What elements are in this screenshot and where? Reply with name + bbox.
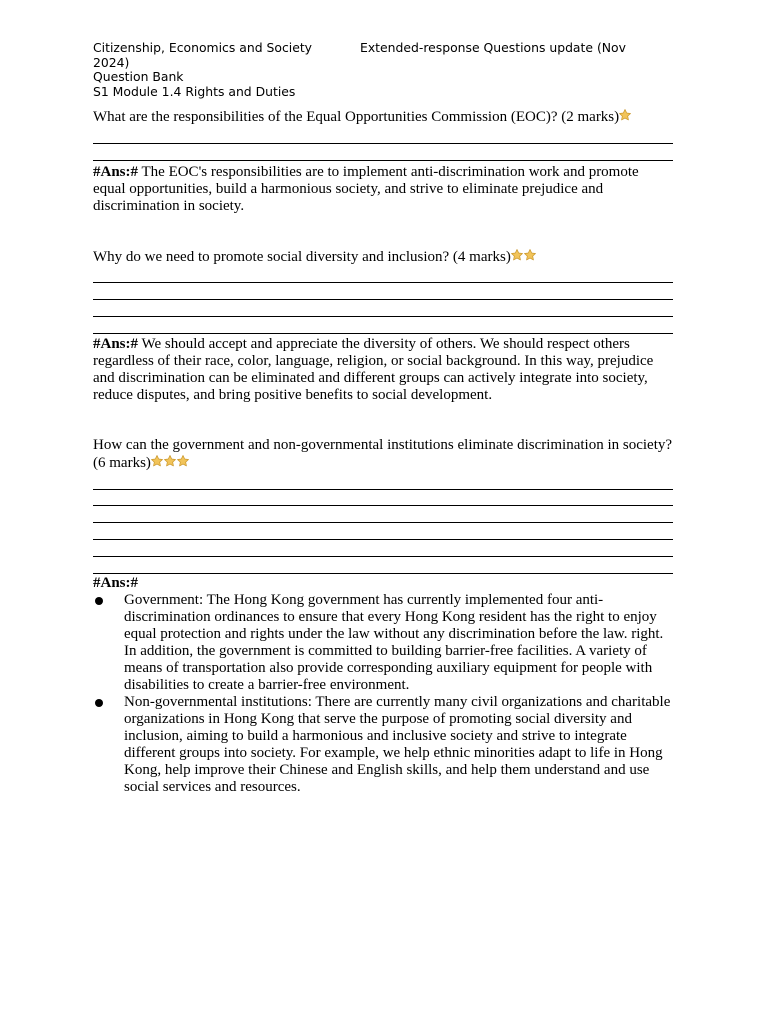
question-block-2 bbox=[93, 248, 673, 404]
answer-label: #Ans:# bbox=[93, 335, 139, 352]
answer-line bbox=[93, 317, 673, 334]
answer-line bbox=[93, 557, 673, 574]
answer-3-bullets bbox=[93, 592, 673, 796]
answer-line bbox=[93, 300, 673, 317]
question-3-text: How can the government and non-governmental institutions eliminate discrimination in society? (6 marks) bbox=[93, 436, 673, 471]
answer-3 bbox=[93, 575, 673, 796]
answer-1 bbox=[93, 164, 673, 215]
answer-lines-3 bbox=[93, 473, 673, 574]
star-icon bbox=[511, 248, 537, 267]
list-item: Government: The Hong Kong government has currently implemented four anti-discrimination ordinances to ensure that every Hong Kong resident has the right to enjoy equal protection and rights under the law without any discrimination before the law. right. In addition, the government is committed to building barrier-free facilities. A variety of means of transportation also provide corresponding auxiliary equipment for people with disabilities to create a barrier-free environment. bbox=[93, 592, 673, 694]
update-year: 2024) bbox=[93, 54, 130, 70]
answer-2 bbox=[93, 336, 673, 404]
question-block-1 bbox=[93, 108, 673, 215]
answer-line bbox=[93, 473, 673, 490]
answer-lines-2 bbox=[93, 267, 673, 334]
answer-line bbox=[93, 490, 673, 507]
star-icon bbox=[619, 108, 632, 127]
answer-1-text: The EOC's responsibilities are to implement anti-discrimination work and promote equal opportunities, build a harmonious society, and strive to eliminate prejudice and discrimination in society. bbox=[93, 163, 639, 214]
bullet-dot-icon bbox=[95, 699, 103, 707]
list-item: Non-governmental institutions: There are currently many civil organizations and charitable organizations in Hong Kong that serve the purpose of promoting social diversity and inclusion, aiming to build a harmonious and inclusive society and strive to integrate different groups into society. For example, we help ethnic minorities adapt to life in Hong Kong, help improve their Chinese and English skills, and help them understand and use social services and resources. bbox=[93, 694, 673, 796]
question-2-text: Why do we need to promote social diversity and inclusion? (4 marks) bbox=[93, 248, 673, 267]
answer-line bbox=[93, 267, 673, 284]
star-icon bbox=[151, 454, 190, 473]
answer-line bbox=[93, 283, 673, 300]
module-title: S1 Module 1.4 Rights and Duties bbox=[93, 83, 296, 99]
answer-lines-1 bbox=[93, 127, 673, 161]
answer-label: #Ans:# bbox=[93, 163, 139, 180]
question-1-text: What are the responsibilities of the Equal Opportunities Commission (EOC)? (2 marks) bbox=[93, 108, 673, 127]
answer-line bbox=[93, 540, 673, 557]
answer-line bbox=[93, 523, 673, 540]
subject-title: Citizenship, Economics and Society bbox=[93, 40, 313, 55]
bullet-dot-icon bbox=[95, 597, 103, 605]
document-page bbox=[93, 41, 673, 796]
answer-2-text: We should accept and appreciate the diversity of others. We should respect others regardless of their race, color, language, religion, or social background. In this way, prejudice and discrimination can be eliminated and different groups can actively integrate into society, reduce disputes, and bring positive benefits to social development. bbox=[93, 335, 654, 403]
question-bank-label: Question Bank bbox=[93, 69, 184, 84]
answer-line bbox=[93, 144, 673, 161]
answer-label: #Ans:# bbox=[93, 574, 139, 591]
question-block-3 bbox=[93, 437, 673, 796]
update-note: Extended-response Questions update (Nov bbox=[360, 40, 626, 55]
page-header bbox=[93, 41, 673, 99]
answer-line bbox=[93, 127, 673, 144]
answer-line bbox=[93, 506, 673, 523]
